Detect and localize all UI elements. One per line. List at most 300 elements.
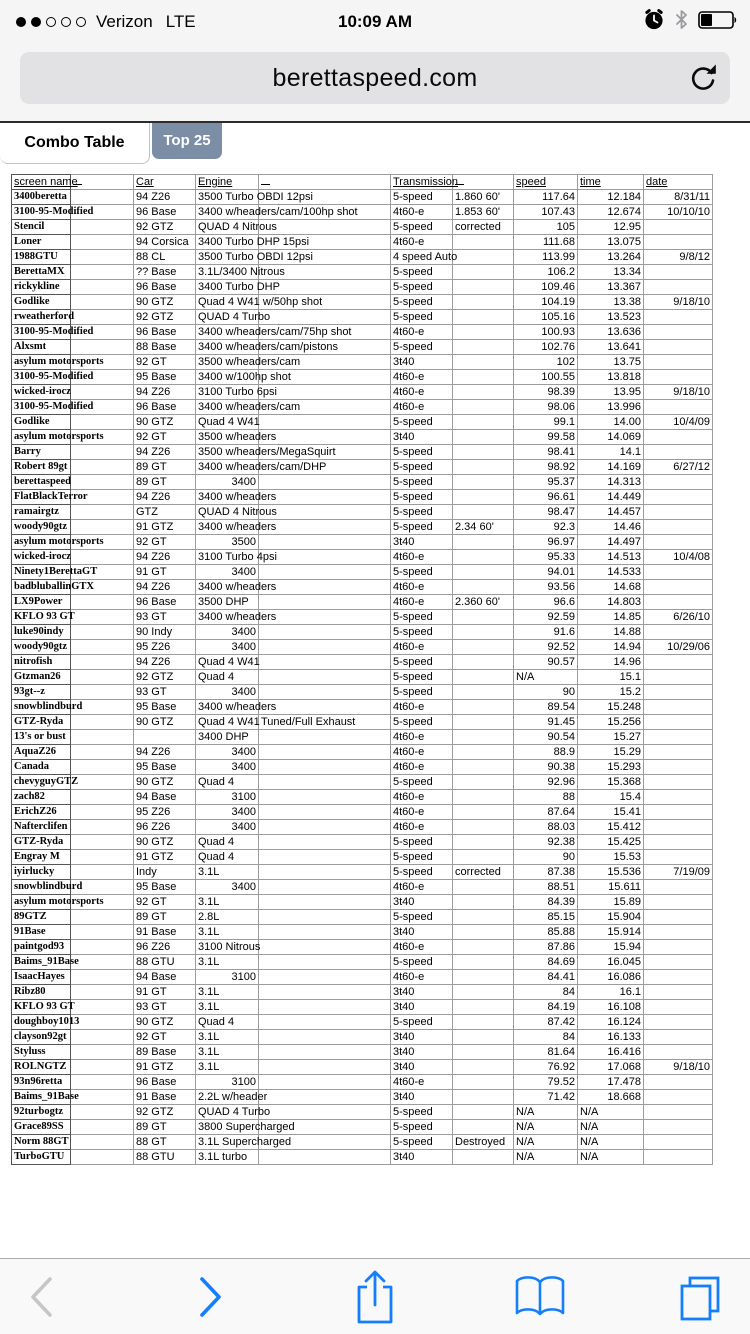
table-row xyxy=(12,775,713,790)
cell-engine: 3400 w/headers/cam/75hp shot xyxy=(196,325,259,340)
table-row xyxy=(12,250,713,265)
cell-car: 88 Base xyxy=(134,340,196,355)
cell-transmission: 5-speed xyxy=(391,910,453,925)
cell-spacer xyxy=(71,790,134,805)
cell-spacer xyxy=(71,805,134,820)
cell-date: 9/18/10 xyxy=(644,1060,713,1075)
tab-top-25[interactable]: Top 25 xyxy=(152,123,222,159)
table-row xyxy=(12,1135,713,1150)
cell-engine-notes xyxy=(259,895,391,910)
cell-car: 94 Z26 xyxy=(134,550,196,565)
cell-car: 91 GT xyxy=(134,985,196,1000)
cell-speed: 98.41 xyxy=(514,445,578,460)
cell-date: 8/31/11 xyxy=(644,190,713,205)
cell-run-notes xyxy=(453,340,514,355)
cell-date: 10/29/06 xyxy=(644,640,713,655)
cell-engine: 3500 w/headers/cam xyxy=(196,355,259,370)
cell-engine: 3400 xyxy=(196,760,259,775)
cell-engine: 3400 w/headers/cam/pistons xyxy=(196,340,259,355)
cell-transmission: 5-speed xyxy=(391,835,453,850)
cell-transmission: 5-speed xyxy=(391,340,453,355)
cell-engine: 3.1L xyxy=(196,1060,259,1075)
cell-speed: 104.19 xyxy=(514,295,578,310)
cell-run-notes xyxy=(453,715,514,730)
cell-speed: 84 xyxy=(514,985,578,1000)
cell-engine-notes xyxy=(259,565,391,580)
table-row xyxy=(12,790,713,805)
cell-speed: 98.06 xyxy=(514,400,578,415)
cell-run-notes xyxy=(453,955,514,970)
cell-time: 16.086 xyxy=(578,970,644,985)
table-row xyxy=(12,985,713,1000)
cell-date: 10/10/10 xyxy=(644,205,713,220)
table-row xyxy=(12,445,713,460)
cell-run-notes xyxy=(453,445,514,460)
cell-engine: 3.1L xyxy=(196,925,259,940)
cell-engine: 3800 Supercharged xyxy=(196,1120,259,1135)
table-row xyxy=(12,745,713,760)
cell-transmission: 4t60-e xyxy=(391,580,453,595)
forward-icon[interactable] xyxy=(198,1275,224,1319)
cell-run-notes xyxy=(453,820,514,835)
cell-screen-name: snowblindburd xyxy=(12,700,71,715)
cell-time: 14.68 xyxy=(578,580,644,595)
header-underline-stub xyxy=(455,175,464,185)
cell-date xyxy=(644,325,713,340)
cell-speed: 79.52 xyxy=(514,1075,578,1090)
cell-speed: 81.64 xyxy=(514,1045,578,1060)
back-icon[interactable] xyxy=(28,1275,54,1319)
cell-transmission: 5-speed xyxy=(391,565,453,580)
cell-run-notes xyxy=(453,730,514,745)
cell-screen-name: 3100-95-Modified xyxy=(12,370,71,385)
cell-date xyxy=(644,1000,713,1015)
cell-speed: 84.19 xyxy=(514,1000,578,1015)
cell-speed: 99.58 xyxy=(514,430,578,445)
cell-engine-notes xyxy=(259,985,391,1000)
cell-engine-notes xyxy=(259,505,391,520)
cell-car: 90 GTZ xyxy=(134,835,196,850)
cell-time: 15.1 xyxy=(578,670,644,685)
cell-date xyxy=(644,220,713,235)
header-screen-name[interactable]: screen name xyxy=(12,175,71,190)
table-row xyxy=(12,1150,713,1165)
cell-transmission: 3t40 xyxy=(391,1000,453,1015)
cell-engine: 3400 xyxy=(196,745,259,760)
cell-car: 89 Base xyxy=(134,1045,196,1060)
cell-screen-name: 93n96retta xyxy=(12,1075,71,1090)
table-row xyxy=(12,955,713,970)
cell-date xyxy=(644,1030,713,1045)
cell-transmission: 5-speed xyxy=(391,1135,453,1150)
cell-date xyxy=(644,880,713,895)
cell-date xyxy=(644,625,713,640)
cell-run-notes xyxy=(453,565,514,580)
cell-run-notes xyxy=(453,895,514,910)
cell-screen-name: 3100-95-Modified xyxy=(12,205,71,220)
cell-run-notes xyxy=(453,790,514,805)
cell-time: 13.75 xyxy=(578,355,644,370)
header-date[interactable]: date xyxy=(644,175,713,190)
cell-spacer xyxy=(71,520,134,535)
cell-run-notes xyxy=(453,1000,514,1015)
cell-car: 96 Base xyxy=(134,205,196,220)
cell-engine-notes xyxy=(259,1030,391,1045)
cell-screen-name: wicked-irocz xyxy=(12,550,71,565)
cell-car: 95 Base xyxy=(134,760,196,775)
header-underline-stub xyxy=(73,175,82,185)
cell-transmission: 3t40 xyxy=(391,535,453,550)
address-bar[interactable] xyxy=(20,52,730,104)
cell-date xyxy=(644,970,713,985)
table-row xyxy=(12,1120,713,1135)
cell-engine-notes xyxy=(259,580,391,595)
cell-time: 14.96 xyxy=(578,655,644,670)
cell-engine: 3500 w/headers/MegaSquirt xyxy=(196,445,259,460)
cell-car: 91 Base xyxy=(134,925,196,940)
cell-time: 18.668 xyxy=(578,1090,644,1105)
cell-engine: 3.1L xyxy=(196,865,259,880)
header-Car[interactable]: Car xyxy=(134,175,196,190)
cell-screen-name: Ribz80 xyxy=(12,985,71,1000)
cell-screen-name: Styluss xyxy=(12,1045,71,1060)
cell-run-notes xyxy=(453,310,514,325)
cell-screen-name: Stencil xyxy=(12,220,71,235)
header-Engine[interactable]: Engine xyxy=(196,175,259,190)
cell-engine-notes xyxy=(259,655,391,670)
cell-car: 91 Base xyxy=(134,1090,196,1105)
cell-run-notes xyxy=(453,415,514,430)
cell-screen-name: GTZ-Ryda xyxy=(12,835,71,850)
cell-run-notes xyxy=(453,280,514,295)
cell-spacer xyxy=(71,1150,134,1165)
cell-engine-notes xyxy=(259,430,391,445)
cell-time: 13.38 xyxy=(578,295,644,310)
cell-screen-name: Godlike xyxy=(12,295,71,310)
cell-engine: 3400 xyxy=(196,685,259,700)
cell-engine-notes xyxy=(259,1090,391,1105)
cell-engine: Quad 4 W41 w/50hp shot xyxy=(196,295,259,310)
table-row xyxy=(12,970,713,985)
cell-transmission: 5-speed xyxy=(391,415,453,430)
table-row xyxy=(12,460,713,475)
cell-time: 12.184 xyxy=(578,190,644,205)
cell-run-notes xyxy=(453,1120,514,1135)
cell-engine: 3400 w/headers xyxy=(196,700,259,715)
table-row xyxy=(12,1015,713,1030)
cell-speed: 91.6 xyxy=(514,625,578,640)
bookmarks-icon[interactable] xyxy=(512,1274,568,1320)
tab-combo-table[interactable]: Combo Table xyxy=(0,123,150,164)
cell-engine: 3400 w/headers/cam/DHP xyxy=(196,460,259,475)
cell-run-notes xyxy=(453,430,514,445)
cell-speed: 96.6 xyxy=(514,595,578,610)
cell-spacer xyxy=(71,295,134,310)
cell-transmission: 3t40 xyxy=(391,1030,453,1045)
share-icon[interactable] xyxy=(352,1268,398,1326)
cell-car: 92 GTZ xyxy=(134,670,196,685)
cell-time: 14.94 xyxy=(578,640,644,655)
status-bar xyxy=(0,0,750,44)
table-row xyxy=(12,355,713,370)
table-row xyxy=(12,430,713,445)
cell-date xyxy=(644,895,713,910)
cell-screen-name: Canada xyxy=(12,760,71,775)
cell-engine-notes xyxy=(259,310,391,325)
cell-car: 91 GTZ xyxy=(134,520,196,535)
cell-date: 7/19/09 xyxy=(644,865,713,880)
cell-screen-name: Alxsmt xyxy=(12,340,71,355)
cell-engine: 2.2L w/header xyxy=(196,1090,259,1105)
cell-time: 15.94 xyxy=(578,940,644,955)
cell-car: 96 Base xyxy=(134,280,196,295)
cell-screen-name: snowblindburd xyxy=(12,880,71,895)
cell-engine-notes xyxy=(259,1000,391,1015)
cell-transmission: 5-speed xyxy=(391,265,453,280)
cell-run-notes xyxy=(453,265,514,280)
cell-date: 10/4/08 xyxy=(644,550,713,565)
cell-date xyxy=(644,1015,713,1030)
cell-speed: 90.38 xyxy=(514,760,578,775)
cell-car: 91 GTZ xyxy=(134,850,196,865)
cell-screen-name: Loner xyxy=(12,235,71,250)
cell-run-notes xyxy=(453,385,514,400)
cell-transmission: 5-speed xyxy=(391,655,453,670)
cell-engine-notes xyxy=(259,820,391,835)
cell-speed: 88.9 xyxy=(514,745,578,760)
header-speed[interactable]: speed xyxy=(514,175,578,190)
cell-time: 16.416 xyxy=(578,1045,644,1060)
cell-transmission: 3t40 xyxy=(391,430,453,445)
table-row xyxy=(12,655,713,670)
cell-screen-name: woody90gtz xyxy=(12,640,71,655)
cell-screen-name: 91Base xyxy=(12,925,71,940)
cell-time: 14.457 xyxy=(578,505,644,520)
table-row xyxy=(12,505,713,520)
cell-date xyxy=(644,310,713,325)
cell-engine-notes xyxy=(259,625,391,640)
cell-time: 14.85 xyxy=(578,610,644,625)
cell-time: 14.803 xyxy=(578,595,644,610)
cell-run-notes xyxy=(453,535,514,550)
cell-spacer xyxy=(71,475,134,490)
cell-transmission: 4t60-e xyxy=(391,550,453,565)
cell-car: 89 GT xyxy=(134,910,196,925)
table-row xyxy=(12,805,713,820)
cell-date xyxy=(644,430,713,445)
cell-run-notes xyxy=(453,685,514,700)
cell-time: 15.412 xyxy=(578,820,644,835)
cell-time: 14.533 xyxy=(578,565,644,580)
cell-engine-notes xyxy=(259,535,391,550)
cell-transmission: 4t60-e xyxy=(391,370,453,385)
cell-speed: 90.54 xyxy=(514,730,578,745)
reload-icon[interactable] xyxy=(688,62,718,94)
cell-transmission: 3t40 xyxy=(391,985,453,1000)
cell-date xyxy=(644,445,713,460)
cell-screen-name: rickykline xyxy=(12,280,71,295)
cell-time: 16.124 xyxy=(578,1015,644,1030)
cell-spacer xyxy=(71,625,134,640)
cell-engine: 3100 Turbo 4psi xyxy=(196,550,259,565)
cell-spacer xyxy=(71,505,134,520)
cell-time: 13.34 xyxy=(578,265,644,280)
cell-screen-name: ROLNGTZ xyxy=(12,1060,71,1075)
cell-date xyxy=(644,805,713,820)
table-row xyxy=(12,340,713,355)
cell-run-notes xyxy=(453,235,514,250)
cell-car: 88 GTU xyxy=(134,1150,196,1165)
cell-time: 15.89 xyxy=(578,895,644,910)
cell-engine: 3400 w/headers xyxy=(196,580,259,595)
cell-screen-name: ErichZ26 xyxy=(12,805,71,820)
header-time[interactable]: time xyxy=(578,175,644,190)
cell-screen-name: Engray M xyxy=(12,850,71,865)
cell-spacer xyxy=(71,1135,134,1150)
cell-date xyxy=(644,340,713,355)
pages-icon[interactable] xyxy=(676,1273,724,1321)
cell-spacer xyxy=(71,280,134,295)
cell-run-notes xyxy=(453,880,514,895)
cell-engine: Quad 4 xyxy=(196,1015,259,1030)
cell-engine: 3500 w/headers xyxy=(196,430,259,445)
cell-spacer xyxy=(71,955,134,970)
cell-car: 90 GTZ xyxy=(134,1015,196,1030)
cell-car: 94 Z26 xyxy=(134,190,196,205)
cell-transmission: 5-speed xyxy=(391,1120,453,1135)
cell-transmission: 3t40 xyxy=(391,895,453,910)
cell-screen-name: asylum motorsports xyxy=(12,895,71,910)
cell-screen-name: KFLO 93 GT xyxy=(12,1000,71,1015)
cell-car: 94 Z26 xyxy=(134,385,196,400)
cell-spacer xyxy=(71,910,134,925)
cell-engine: 3100 Nitrous xyxy=(196,940,259,955)
cell-car: 90 GTZ xyxy=(134,715,196,730)
cell-spacer xyxy=(71,655,134,670)
cell-spacer xyxy=(71,745,134,760)
header-Transmission[interactable]: Transmission xyxy=(391,175,453,190)
cell-engine-notes xyxy=(259,595,391,610)
cell-run-notes: corrected xyxy=(453,865,514,880)
table-row xyxy=(12,1030,713,1045)
cell-engine: 3500 xyxy=(196,535,259,550)
cell-spacer xyxy=(71,235,134,250)
cell-car: Indy xyxy=(134,865,196,880)
cell-time: 13.367 xyxy=(578,280,644,295)
cell-spacer xyxy=(71,640,134,655)
cell-engine-notes xyxy=(259,385,391,400)
cell-time: 15.914 xyxy=(578,925,644,940)
cell-date: 10/4/09 xyxy=(644,415,713,430)
table-row xyxy=(12,595,713,610)
table-row xyxy=(12,820,713,835)
table-row xyxy=(12,880,713,895)
clock-label: 10:09 AM xyxy=(337,12,412,31)
cell-screen-name: 13's or bust xyxy=(12,730,71,745)
cell-speed: 92.38 xyxy=(514,835,578,850)
cell-engine: 3.1L Supercharged xyxy=(196,1135,259,1150)
table-row xyxy=(12,700,713,715)
table-row xyxy=(12,475,713,490)
cell-run-notes xyxy=(453,355,514,370)
cell-time: N/A xyxy=(578,1105,644,1120)
cell-transmission: 5-speed xyxy=(391,955,453,970)
table-row xyxy=(12,490,713,505)
cell-transmission: 4t60-e xyxy=(391,385,453,400)
cell-screen-name: 3100-95-Modified xyxy=(12,400,71,415)
cell-speed: 88.03 xyxy=(514,820,578,835)
cell-engine: Quad 4 xyxy=(196,835,259,850)
cell-time: 15.536 xyxy=(578,865,644,880)
table-row xyxy=(12,565,713,580)
cell-run-notes xyxy=(453,985,514,1000)
cell-run-notes xyxy=(453,505,514,520)
cell-car: 92 GT xyxy=(134,355,196,370)
cell-car: 89 GT xyxy=(134,460,196,475)
cell-time: 14.00 xyxy=(578,415,644,430)
cell-engine: 3400 w/headers xyxy=(196,610,259,625)
cell-time: 14.1 xyxy=(578,445,644,460)
cell-engine-notes xyxy=(259,670,391,685)
cell-car: 92 GT xyxy=(134,895,196,910)
cell-engine: 3.1L xyxy=(196,1000,259,1015)
cell-time: 15.27 xyxy=(578,730,644,745)
cell-speed: 87.86 xyxy=(514,940,578,955)
cell-speed: 109.46 xyxy=(514,280,578,295)
cell-transmission: 4t60-e xyxy=(391,880,453,895)
cell-time: 13.523 xyxy=(578,310,644,325)
cell-speed: 85.88 xyxy=(514,925,578,940)
table-row xyxy=(12,235,713,250)
cell-date: 9/18/10 xyxy=(644,385,713,400)
cell-time: 14.313 xyxy=(578,475,644,490)
cell-engine: 3.1L xyxy=(196,895,259,910)
cell-speed: 96.61 xyxy=(514,490,578,505)
cell-run-notes xyxy=(453,925,514,940)
cell-engine: Quad 4 W41 xyxy=(196,415,259,430)
cell-speed: 76.92 xyxy=(514,1060,578,1075)
table-row xyxy=(12,1045,713,1060)
cell-speed: 87.38 xyxy=(514,865,578,880)
cell-spacer xyxy=(71,550,134,565)
cell-run-notes xyxy=(453,1105,514,1120)
table-row xyxy=(12,625,713,640)
cell-engine: QUAD 4 Turbo xyxy=(196,310,259,325)
cell-engine: 3400 DHP xyxy=(196,730,259,745)
cell-time: 15.425 xyxy=(578,835,644,850)
cell-run-notes xyxy=(453,1030,514,1045)
cell-time: 15.41 xyxy=(578,805,644,820)
cell-time: 13.95 xyxy=(578,385,644,400)
cell-engine: 3500 DHP xyxy=(196,595,259,610)
table-row xyxy=(12,1075,713,1090)
cell-engine: 3400 w/headers/cam xyxy=(196,400,259,415)
cell-run-notes xyxy=(453,655,514,670)
cell-car: 94 Base xyxy=(134,790,196,805)
cell-screen-name: woody90gtz xyxy=(12,520,71,535)
cell-time: 15.4 xyxy=(578,790,644,805)
cell-car: 89 GT xyxy=(134,1120,196,1135)
cell-engine: Quad 4 xyxy=(196,850,259,865)
table-row xyxy=(12,850,713,865)
cell-date xyxy=(644,1120,713,1135)
table-row xyxy=(12,325,713,340)
cell-date xyxy=(644,400,713,415)
cell-screen-name: 93gt--z xyxy=(12,685,71,700)
cell-spacer xyxy=(71,190,134,205)
table-row xyxy=(12,580,713,595)
cell-car: 88 GTU xyxy=(134,955,196,970)
